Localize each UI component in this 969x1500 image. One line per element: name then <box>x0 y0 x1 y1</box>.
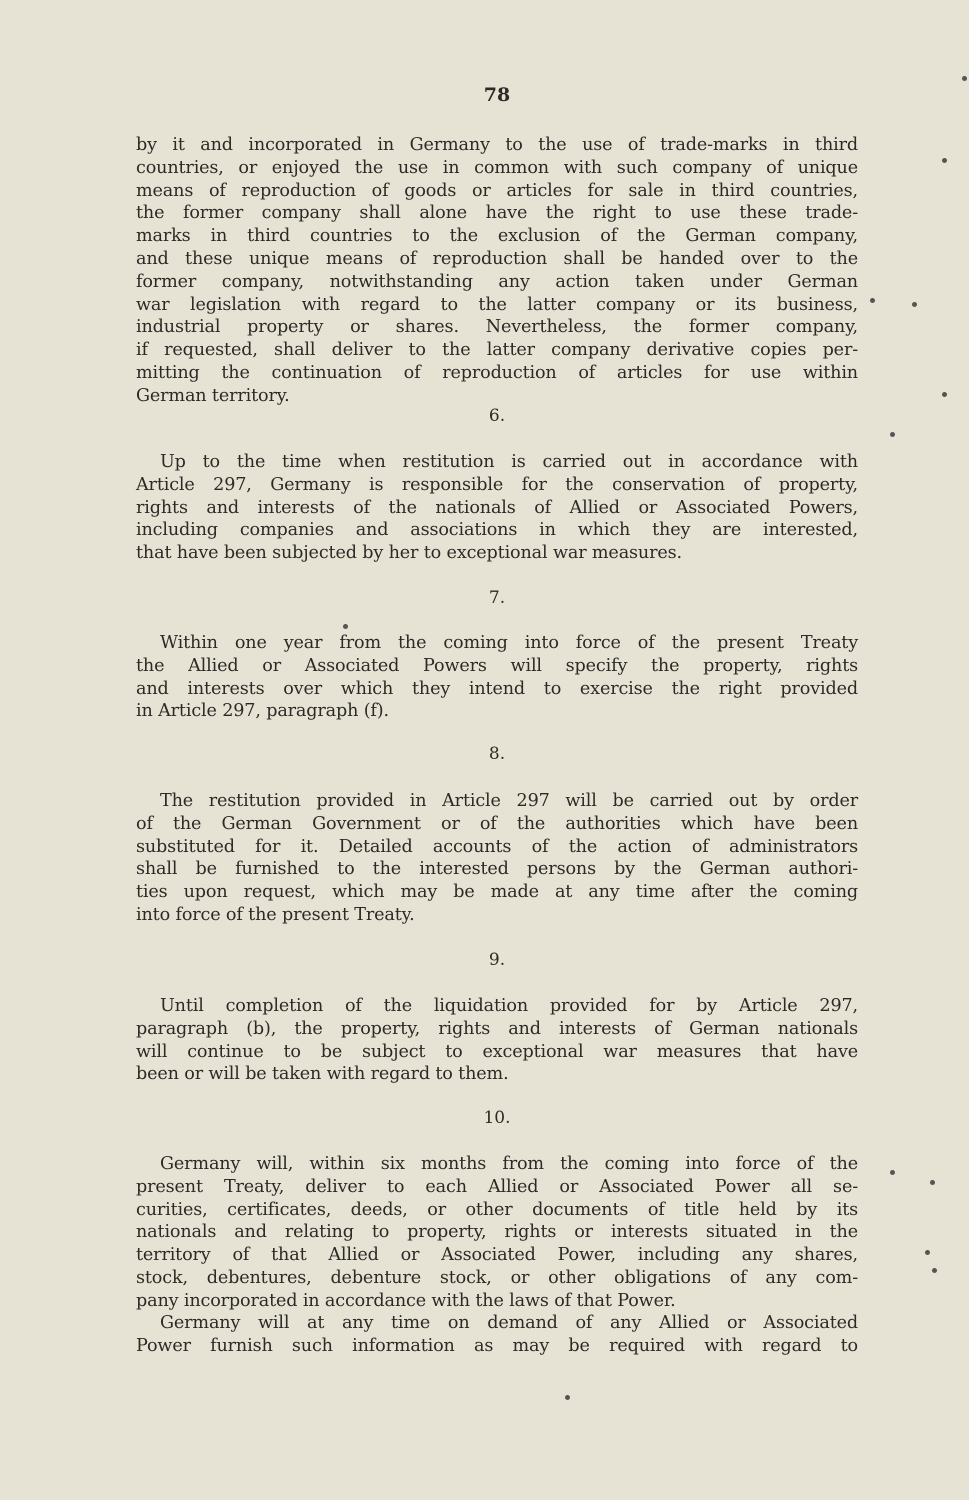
text-line: Until completion of the liquidation provided for by Article 297, <box>160 996 858 1016</box>
scan-speck <box>870 298 875 303</box>
text-line: rights and interests of the nationals of Allied or Associated Powers, <box>136 497 858 518</box>
section-number: 9. <box>488 950 506 970</box>
text-line: including companies and associations in which they are interested, <box>136 520 858 541</box>
text-line: substituted for it. Detailed accounts of the action of administrators <box>136 836 858 857</box>
scan-speck <box>942 392 947 397</box>
text-line: Within one year from the coming into force of the present Treaty <box>160 633 858 653</box>
scan-speck <box>912 302 917 307</box>
text-line: marks in third countries to the exclusion of the German company, <box>136 226 858 247</box>
text-line: Up to the time when restitution is carried out in accordance with <box>160 452 858 472</box>
text-line: Germany will at any time on demand of any Allied or Associated <box>160 1313 858 1333</box>
page-number: 78 <box>483 84 511 106</box>
paragraph <box>136 1312 858 1358</box>
text-line: former company, notwithstanding any action taken under German <box>136 271 858 292</box>
scan-speck <box>962 76 967 81</box>
scan-speck <box>942 158 947 163</box>
text-line: countries, or enjoyed the use in common with such company of unique <box>136 157 858 178</box>
paragraph <box>136 134 858 408</box>
section-number: 8. <box>488 744 506 764</box>
paragraph <box>136 1153 858 1313</box>
text-line: Power furnish such information as may be required with regard to <box>136 1335 858 1356</box>
text-line: of the German Government or of the authorities which have been <box>136 813 858 834</box>
paragraph <box>136 632 858 723</box>
text-line: the former company shall alone have the right to use these trade- <box>136 203 858 224</box>
section-number: 7. <box>488 588 506 608</box>
text-line: if requested, shall deliver to the latter company derivative copies per- <box>136 340 858 361</box>
text-line: shall be furnished to the interested persons by the German authori- <box>136 859 858 880</box>
scan-speck <box>565 1395 570 1400</box>
paragraph <box>136 790 858 927</box>
text-line: the Allied or Associated Powers will specify the property, rights <box>136 655 858 676</box>
text-line: territory of that Allied or Associated Power, including any shares, <box>136 1245 858 1266</box>
text-line: curities, certificates, deeds, or other documents of title held by its <box>136 1199 858 1220</box>
scan-speck <box>890 1170 895 1175</box>
text-line: nationals and relating to property, rights or interests situated in the <box>136 1222 858 1243</box>
text-line: German territory. <box>136 385 290 406</box>
text-line: that have been subjected by her to exceptional war measures. <box>136 543 682 564</box>
text-line: will continue to be subject to exceptional war measures that have <box>136 1041 858 1062</box>
text-line: ties upon request, which may be made at any time after the coming <box>136 882 858 903</box>
text-line: and interests over which they intend to exercise the right provided <box>136 678 858 699</box>
paragraph <box>136 451 858 565</box>
text-line: stock, debentures, debenture stock, or other obligations of any com- <box>136 1267 858 1288</box>
scan-speck <box>930 1180 935 1185</box>
scan-speck <box>890 432 895 437</box>
text-line: present Treaty, deliver to each Allied or Associated Power all se- <box>136 1176 858 1197</box>
text-line: means of reproduction of goods or articles for sale in third countries, <box>136 180 858 201</box>
text-line: war legislation with regard to the latter company or its business, <box>136 294 858 315</box>
text-line: pany incorporated in accordance with the laws of that Power. <box>136 1290 676 1311</box>
text-line: into force of the present Treaty. <box>136 904 415 925</box>
section-number: 6. <box>488 406 506 426</box>
scan-speck <box>925 1250 930 1255</box>
section-number: 10. <box>483 1108 511 1128</box>
text-line: mitting the continuation of reproduction of articles for use within <box>136 362 858 383</box>
text-line: by it and incorporated in Germany to the use of trade-marks in third <box>136 135 858 155</box>
text-line: been or will be taken with regard to them. <box>136 1064 509 1085</box>
text-line: Germany will, within six months from the coming into force of the <box>160 1154 858 1174</box>
text-line: paragraph (b), the property, rights and interests of German nationals <box>136 1018 858 1039</box>
text-line: and these unique means of reproduction shall be handed over to the <box>136 248 858 269</box>
text-line: The restitution provided in Article 297 will be carried out by order <box>160 791 858 811</box>
text-line: industrial property or shares. Nevertheless, the former company, <box>136 317 858 338</box>
scan-speck <box>932 1268 937 1273</box>
paragraph <box>136 995 858 1086</box>
text-line: Article 297, Germany is responsible for the conservation of property, <box>136 474 858 495</box>
scan-speck <box>343 624 348 629</box>
text-line: in Article 297, paragraph (f). <box>136 701 389 722</box>
